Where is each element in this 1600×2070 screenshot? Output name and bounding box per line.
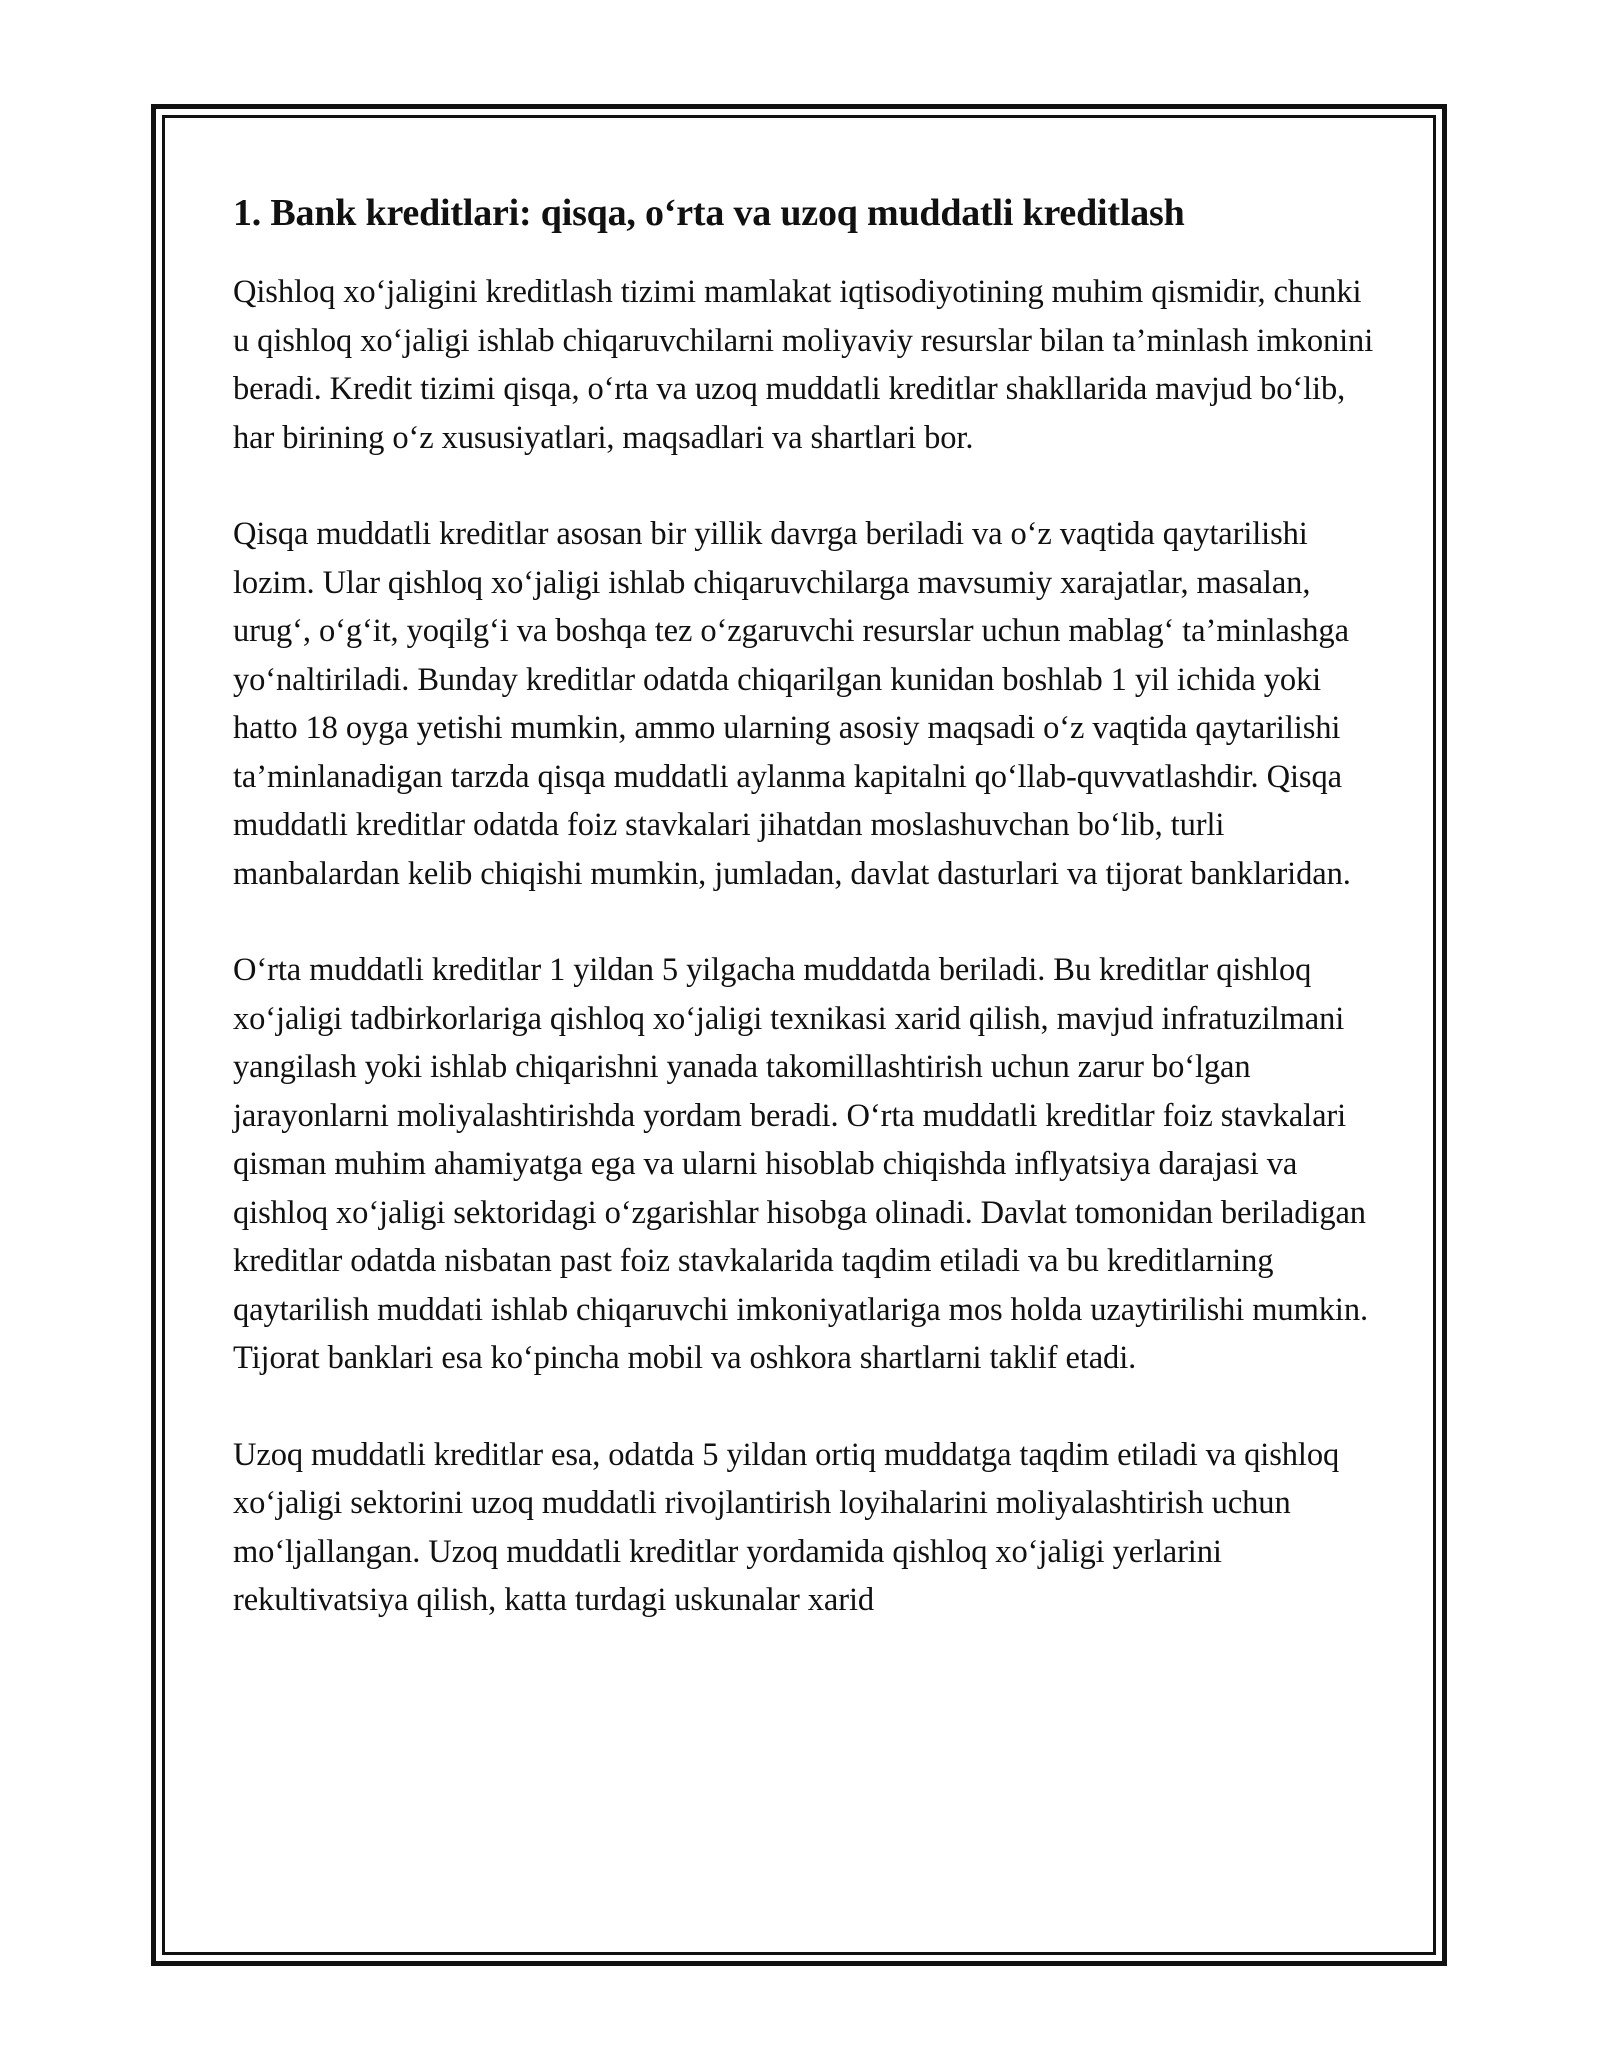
- section-heading: 1. Bank kreditlari: qisqa, o‘rta va uzoq muddatli kreditlash: [233, 192, 1185, 234]
- document-body: [233, 188, 1383, 1673]
- paragraph-intro: Qishloq xo‘jaligini kreditlash tizimi mamlakat iqtisodiyotining muhim qismidir, chunki u qishloq xo‘jaligi ishlab chiqaruvchilarni moliyaviy resurslar bilan ta’minlash imkonini beradi. Kredit tizimi qisqa, o‘rta va uzoq muddatli kreditlar shakllarida mavjud bo‘lib, har birining o‘z xususiyatlari, maqsadlari va shartlari bor.: [233, 274, 1374, 456]
- paragraph-long-term: Uzoq muddatli kreditlar esa, odatda 5 yildan ortiq muddatga taqdim etiladi va qishloq xo‘jaligi sektorini uzoq muddatli rivojlantirish loyihalarini moliyalashtirish uchun mo‘ljallangan. Uzoq muddatli kreditlar yordamida qishloq xo‘jaligi yerlarini rekultivatsiya qilish, katta turdagi uskunalar xarid: [233, 1436, 1340, 1618]
- paragraph-short-term: Qisqa muddatli kreditlar asosan bir yillik davrga beriladi va o‘z vaqtida qaytarilishi lozim. Ular qishloq xo‘jaligi ishlab chiqaruvchilarga mavsumiy xarajatlar, masalan, urug‘, o‘g‘it, yoqilg‘i va boshqa tez o‘zgaruvchi resurslar uchun mablag‘ ta’minlashga yo‘naltiriladi. Bunday kreditlar odatda chiqarilgan kunidan boshlab 1 yil ichida yoki hatto 18 oyga yetishi mumkin, ammo ularning asosiy maqsadi o‘z vaqtida qaytarilishi ta’minlanadigan tarzda qisqa muddatli aylanma kapitalni qo‘llab-quvvatlashdir. Qisqa muddatli kreditlar odatda foiz stavkalari jihatdan moslashuvchan bo‘lib, turli manbalardan kelib chiqishi mumkin, jumladan, davlat dasturlari va tijorat banklaridan.: [233, 516, 1351, 892]
- paragraph-medium-term: O‘rta muddatli kreditlar 1 yildan 5 yilgacha muddatda beriladi. Bu kreditlar qishloq xo‘jaligi tadbirkorlariga qishloq xo‘jaligi texnikasi xarid qilish, mavjud infratuzilmani yangilash yoki ishlab chiqarishni yanada takomillashtirish uchun zarur bo‘lgan jarayonlarni moliyalashtirishda yordam beradi. O‘rta muddatli kreditlar foiz stavkalari qisman muhim ahamiyatga ega va ularni hisoblab chiqishda inflyatsiya darajasi va qishloq xo‘jaligi sektoridagi o‘zgarishlar hisobga olinadi. Davlat tomonidan beriladigan kreditlar odatda nisbatan past foiz stavkalarida taqdim etiladi va bu kreditlarning qaytarilish muddati ishlab chiqaruvchi imkoniyatlariga mos holda uzaytirilishi mumkin. Tijorat banklari esa ko‘pincha mobil va oshkora shartlarni taklif etadi.: [233, 952, 1369, 1376]
